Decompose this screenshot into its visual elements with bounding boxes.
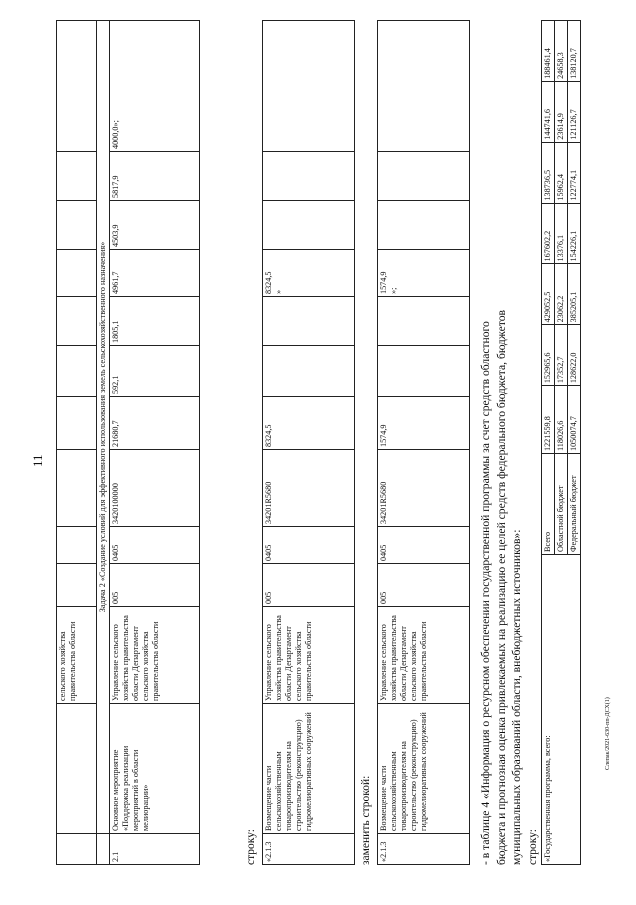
value-cell: 21680,7 <box>110 397 200 450</box>
total-value: 8324,5 <box>263 397 355 450</box>
closing-quote: »; <box>389 287 398 294</box>
year-value-cell <box>378 250 470 297</box>
value-cell: 13376,1 <box>555 203 568 264</box>
activity-name: Возмещение части сельскохозяйственным товаропроизводителям на строительство (реконструкцию) гидромелиоративных сооружений <box>378 704 470 834</box>
value-cell: 24658,3 <box>555 21 568 82</box>
top-executor-cell: сельского хозяйства правительства области <box>57 607 97 704</box>
paragraph-line: - в таблице 4 «Информация о ресурсном обеспечении государственной программы за счет средств областного <box>479 321 492 865</box>
program-table-continuation <box>56 20 200 865</box>
executor: Управление сельского хозяйства правительства области Департамент сельского хозяйства правительства области <box>263 607 355 704</box>
value-cell: 15962,4 <box>555 142 568 203</box>
program-label: «Государственная программа, всего: <box>542 555 581 865</box>
csr-code: 34201R5680 <box>263 450 355 527</box>
row-number: «2.1.3 <box>378 834 470 865</box>
value-cell: 121126,7 <box>568 81 581 142</box>
value-cell: 122774,1 <box>568 142 581 203</box>
page-number: 11 <box>30 454 45 467</box>
grbs-code: 005 <box>263 564 355 607</box>
value-cell: 4961,7 <box>110 250 200 297</box>
value-cell: 128622,0 <box>568 325 581 386</box>
grbs-code: 005 <box>378 564 470 607</box>
task-heading: Задача 2 «Создание условий для эффективного использования земель сельскохозяйственного назначения» <box>97 21 110 834</box>
value-cell: 17352,7 <box>555 325 568 386</box>
row-label-2: строку: <box>527 829 539 865</box>
executor: Управление сельского хозяйства правительства области Департамент сельского хозяйства правительства области <box>378 607 470 704</box>
value-cell: 138120,7 <box>568 21 581 82</box>
old-row-table <box>262 20 355 865</box>
resource-table <box>541 20 581 865</box>
value-cell: 1805,1 <box>110 297 200 346</box>
paragraph-line: муниципальных образований области, внебюджетных источников»: <box>510 529 523 865</box>
rzpr-code: 0405 <box>110 527 200 564</box>
activity-name: Возмещение части сельскохозяйственным товаропроизводителям на строительство (реконструкцию) гидромелиоративных сооружений <box>263 704 355 834</box>
value-cell: 4000,0»; <box>110 21 200 152</box>
year-value-cell <box>263 250 355 297</box>
rzpr-code: 0405 <box>378 527 470 564</box>
rzpr-code: 0405 <box>263 527 355 564</box>
value-cell: 118026,6 <box>555 386 568 454</box>
value-cell: 188461,4 <box>542 21 555 82</box>
value-cell: 23614,9 <box>555 81 568 142</box>
amendment-paragraph <box>478 20 525 865</box>
value-cell: 1050074,7 <box>568 386 581 454</box>
footer-code-text: Слепак/2021-630-пп-ДСХ(1) <box>605 697 611 770</box>
value-cell: 5817,9 <box>110 152 200 201</box>
executor: Управление сельского хозяйства правительства области Департамент сельского хозяйства правительства области <box>110 607 200 704</box>
year-value: 8324,5 <box>264 271 273 294</box>
paragraph-line: бюджета и прогнозная оценка привлекаемых на реализацию ее целей средств федерального бюджета, бюджетов <box>494 310 508 865</box>
replace-label: заменить строкой: <box>360 775 372 865</box>
activity-name: Основное мероприятие «Поддержка реализации мероприятий в области мелиорации» <box>110 704 200 834</box>
row-number: «2.1.3 <box>263 834 355 865</box>
value-cell: 385205,1 <box>568 264 581 325</box>
value-cell: 138736,5 <box>542 142 555 203</box>
value-cell: 167602,2 <box>542 203 555 264</box>
value-cell: 1221559,8 <box>542 386 555 454</box>
value-cell: 23062,2 <box>555 264 568 325</box>
new-row-table <box>377 20 470 865</box>
row-label: строку: <box>245 829 257 865</box>
value-cell: 154226,1 <box>568 203 581 264</box>
value-cell: 4503,9 <box>110 201 200 250</box>
grbs-code: 005 <box>110 564 200 607</box>
row-number: 2.1 <box>110 834 200 865</box>
value-cell: 144741,6 <box>542 81 555 142</box>
source-label: Всего <box>542 454 555 555</box>
value-cell: 152965,6 <box>542 325 555 386</box>
value-cell: 592,1 <box>110 346 200 397</box>
total-value: 1574,9 <box>378 397 470 450</box>
csr-code: 3420100000 <box>110 450 200 527</box>
source-label: Федеральный бюджет <box>568 454 581 555</box>
source-label: Областной бюджет <box>555 454 568 555</box>
csr-code: 34201R5680 <box>378 450 470 527</box>
closing-quote: » <box>274 289 283 294</box>
year-value: 1574,9 <box>379 271 388 294</box>
value-cell: 429052,5 <box>542 264 555 325</box>
footer-code <box>605 660 611 770</box>
